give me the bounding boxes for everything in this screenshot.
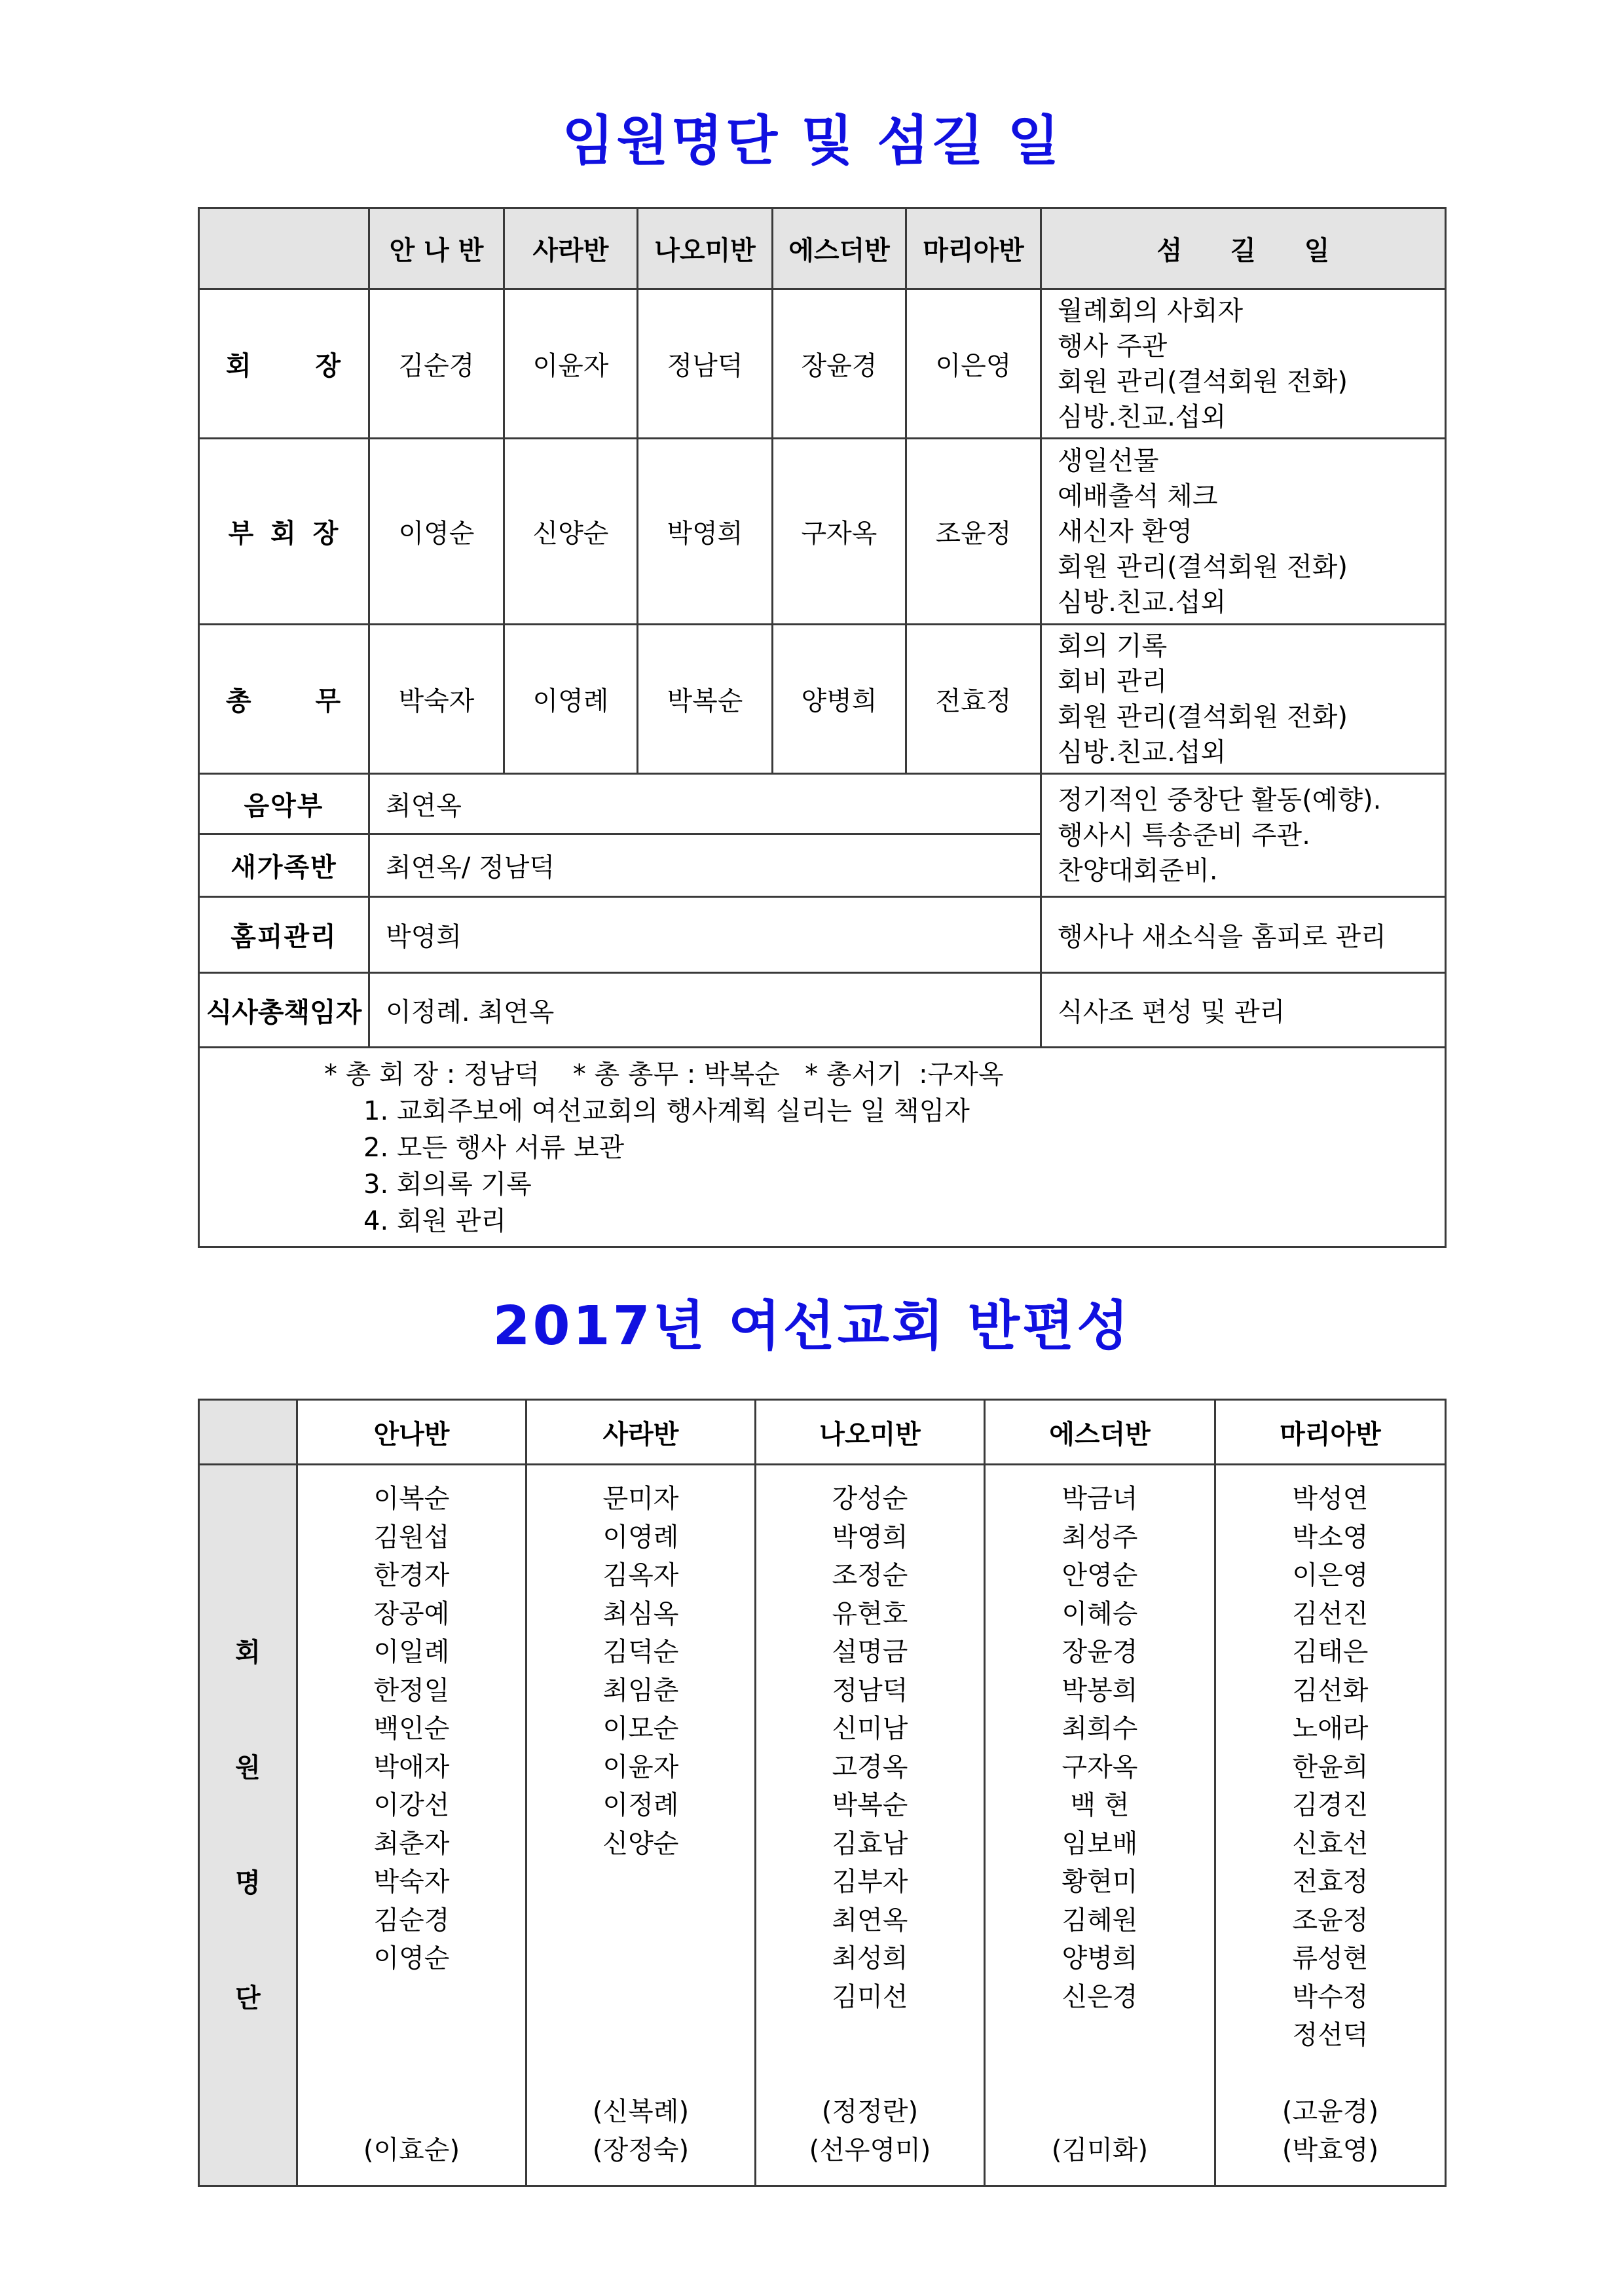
header-naomi: 나오미반 xyxy=(638,208,773,289)
role-secretary: 총 무 xyxy=(199,625,369,774)
officer-name: 이윤자 xyxy=(504,289,638,439)
spacer xyxy=(986,2055,1214,2093)
new-family-name: 최연옥/ 정남덕 xyxy=(369,834,1041,897)
member-name: 박애자 xyxy=(373,1752,450,1782)
spacer xyxy=(527,2055,754,2093)
officer-name: 이영순 xyxy=(369,439,504,625)
member-name: 박영희 xyxy=(832,1522,908,1552)
duty-line: 회비 관리 xyxy=(1058,666,1168,697)
empty-slot xyxy=(527,2016,754,2055)
member-name: 조윤정 xyxy=(1292,1905,1369,1936)
member-name: 강성순 xyxy=(832,1484,908,1514)
member-name: 설명금 xyxy=(832,1637,908,1667)
note-item: 2. 모든 행사 서류 보관 xyxy=(363,1133,625,1163)
class-column-esther xyxy=(985,1465,1215,2186)
member-name: 한경자 xyxy=(373,1560,450,1590)
duty-line: 회원 관리(결석회원 전화) xyxy=(1058,701,1348,732)
empty-slot xyxy=(756,2016,984,2055)
empty-slot xyxy=(298,2093,525,2131)
music-name: 최연옥 xyxy=(369,774,1041,834)
music-duties xyxy=(1041,774,1446,897)
former-member-name: (박효영) xyxy=(1282,2135,1379,2165)
empty-slot xyxy=(986,2093,1214,2131)
duty-line: 심방.친교.섭외 xyxy=(1058,737,1227,767)
member-name: 최성희 xyxy=(832,1943,908,1974)
classes-header-blank xyxy=(199,1400,297,1465)
general-officers-notes xyxy=(199,1048,1446,1247)
general-officers-summary: * 총 회 장 : 정남덕 * 총 총무 : 박복순 * 총서기 :구자옥 xyxy=(324,1059,1004,1090)
president-duties xyxy=(1041,289,1446,439)
member-name: 류성현 xyxy=(1292,1943,1369,1974)
spacer xyxy=(298,2055,525,2093)
member-name: 박수정 xyxy=(1292,1981,1369,2012)
officer-name: 조윤정 xyxy=(906,439,1041,625)
member-name: 임보배 xyxy=(1061,1828,1138,1859)
member-name: 정남덕 xyxy=(832,1675,908,1706)
member-name: 최임춘 xyxy=(602,1675,679,1706)
role-meals: 식사총책임자 xyxy=(199,973,369,1048)
classes-title: 2017년 여선교회 반편성 xyxy=(492,1295,1132,1357)
member-name: 이모순 xyxy=(602,1714,679,1744)
spacer xyxy=(1216,2055,1445,2093)
duty-line: 찬양대회준비. xyxy=(1058,855,1218,886)
side-label-char: 회 xyxy=(235,1637,261,1668)
header-sara: 사라반 xyxy=(504,208,638,289)
member-name: 백 현 xyxy=(1070,1790,1130,1820)
member-name: 고경옥 xyxy=(832,1752,908,1782)
duty-line: 회원 관리(결석회원 전화) xyxy=(1058,551,1348,582)
class-column-naomi xyxy=(756,1465,985,2186)
duty-line: 회원 관리(결석회원 전화) xyxy=(1058,366,1348,397)
duty-line: 정기적인 중창단 활동(예향). xyxy=(1058,784,1382,815)
member-name: 김경진 xyxy=(1292,1790,1369,1820)
empty-slot xyxy=(527,1863,754,1901)
member-name: 장공예 xyxy=(373,1598,450,1629)
member-name: 신효선 xyxy=(1292,1828,1369,1859)
officers-title: 임원명단 및 섬길 일 xyxy=(562,110,1062,172)
member-name: 유현호 xyxy=(832,1598,908,1629)
role-vice-president: 부 회 장 xyxy=(199,439,369,625)
former-member-name: (고윤경) xyxy=(1282,2097,1379,2127)
member-name: 백인순 xyxy=(373,1714,450,1744)
officer-name: 박숙자 xyxy=(369,625,504,774)
side-label-char: 원 xyxy=(235,1752,261,1783)
vice-president-duties xyxy=(1041,439,1446,625)
homepage-duty: 행사나 새소식을 홈피로 관리 xyxy=(1041,897,1446,973)
member-name: 김덕순 xyxy=(602,1637,679,1667)
officers-table xyxy=(198,207,1447,1248)
member-name: 이강선 xyxy=(373,1790,450,1820)
class-column-anna xyxy=(297,1465,526,2186)
duty-line: 새신자 환영 xyxy=(1058,516,1192,547)
former-member-name: (장정숙) xyxy=(592,2135,690,2165)
member-name: 이윤자 xyxy=(602,1752,679,1782)
member-name: 최희수 xyxy=(1061,1714,1138,1744)
member-name: 김옥자 xyxy=(602,1560,679,1590)
role-president: 회 장 xyxy=(199,289,369,439)
header-esther: 에스더반 xyxy=(773,208,906,289)
class-column-maria xyxy=(1215,1465,1446,2186)
member-name: 정선덕 xyxy=(1292,2020,1369,2050)
duty-line: 생일선물 xyxy=(1058,445,1159,476)
member-name: 안영순 xyxy=(1061,1560,1138,1590)
member-name: 김태은 xyxy=(1292,1637,1369,1667)
duty-line: 예배출석 체크 xyxy=(1058,481,1218,511)
member-name: 이영순 xyxy=(373,1943,450,1974)
former-member-name: (신복례) xyxy=(592,2097,690,2127)
member-name: 최춘자 xyxy=(373,1828,450,1859)
class-header-anna: 안나반 xyxy=(297,1400,526,1465)
member-name: 김원섭 xyxy=(373,1522,450,1552)
member-name: 박금녀 xyxy=(1061,1484,1138,1514)
officer-name: 장윤경 xyxy=(773,289,906,439)
secretary-duties xyxy=(1041,625,1446,774)
member-name: 이일례 xyxy=(373,1637,450,1667)
header-maria: 마리아반 xyxy=(906,208,1041,289)
member-name: 노애라 xyxy=(1292,1714,1369,1744)
member-name: 신미남 xyxy=(832,1714,908,1744)
officer-name: 정남덕 xyxy=(638,289,773,439)
member-name: 김선화 xyxy=(1292,1675,1369,1706)
former-member-name: (김미화) xyxy=(1051,2135,1149,2165)
empty-slot xyxy=(527,1939,754,1978)
spacer xyxy=(756,2055,984,2093)
role-new-family: 새가족반 xyxy=(199,834,369,897)
officer-name: 박복순 xyxy=(638,625,773,774)
member-name: 양병희 xyxy=(1061,1943,1138,1974)
member-name: 최심옥 xyxy=(602,1598,679,1629)
member-name: 최연옥 xyxy=(832,1905,908,1936)
class-header-sara: 사라반 xyxy=(526,1400,756,1465)
empty-slot xyxy=(298,2016,525,2055)
class-header-esther: 에스더반 xyxy=(985,1400,1215,1465)
note-item: 3. 회의록 기록 xyxy=(363,1169,532,1200)
member-name: 이혜승 xyxy=(1061,1598,1138,1629)
header-blank xyxy=(199,208,369,289)
member-name: 장윤경 xyxy=(1061,1637,1138,1667)
former-member-name: (이효순) xyxy=(363,2135,460,2165)
side-label-char: 단 xyxy=(235,1983,261,2013)
member-name: 김혜원 xyxy=(1061,1905,1138,1936)
member-name: 김부자 xyxy=(832,1867,908,1897)
former-member-name: (선우영미) xyxy=(809,2135,931,2165)
member-name: 한정일 xyxy=(373,1675,450,1706)
member-name: 황현미 xyxy=(1061,1867,1138,1897)
header-anna: 안 나 반 xyxy=(369,208,504,289)
empty-slot xyxy=(986,2016,1214,2055)
note-item: 4. 회원 관리 xyxy=(363,1206,507,1236)
officer-name: 이영례 xyxy=(504,625,638,774)
duty-line: 심방.친교.섭외 xyxy=(1058,401,1227,432)
member-name: 박봉희 xyxy=(1061,1675,1138,1706)
duty-line: 회의 기록 xyxy=(1058,631,1168,661)
duty-line: 행사 주관 xyxy=(1058,331,1168,361)
meals-name: 이정례. 최연옥 xyxy=(369,973,1041,1048)
member-name: 김미선 xyxy=(832,1981,908,2012)
member-name: 최성주 xyxy=(1061,1522,1138,1552)
officer-name: 신양순 xyxy=(504,439,638,625)
officer-name: 박영희 xyxy=(638,439,773,625)
note-item: 1. 교회주보에 여선교회의 행사계획 실리는 일 책임자 xyxy=(363,1096,970,1126)
empty-slot xyxy=(298,1978,525,2017)
officer-name: 전효정 xyxy=(906,625,1041,774)
member-name: 이복순 xyxy=(373,1484,450,1514)
member-name: 박성연 xyxy=(1292,1484,1369,1514)
member-name: 박복순 xyxy=(832,1790,908,1820)
classes-table xyxy=(198,1399,1447,2187)
member-name: 김효남 xyxy=(832,1828,908,1859)
member-name: 김순경 xyxy=(373,1905,450,1936)
member-list-label xyxy=(199,1465,297,2186)
duty-line: 월례회의 사회자 xyxy=(1058,295,1244,326)
role-music: 음악부 xyxy=(199,774,369,834)
member-name: 박숙자 xyxy=(373,1867,450,1897)
officer-name: 이은영 xyxy=(906,289,1041,439)
role-homepage: 홈피관리 xyxy=(199,897,369,973)
former-member-name: (정정란) xyxy=(821,2097,919,2127)
empty-slot xyxy=(527,1901,754,1940)
member-name: 구자옥 xyxy=(1061,1752,1138,1782)
side-label-char: 명 xyxy=(235,1867,261,1898)
member-name: 이은영 xyxy=(1292,1560,1369,1590)
member-name: 조정순 xyxy=(832,1560,908,1590)
officer-name: 구자옥 xyxy=(773,439,906,625)
class-header-maria: 마리아반 xyxy=(1215,1400,1446,1465)
member-name: 이영례 xyxy=(602,1522,679,1552)
member-name: 한윤희 xyxy=(1292,1752,1369,1782)
empty-slot xyxy=(527,1978,754,2017)
member-name: 문미자 xyxy=(602,1484,679,1514)
meals-duty: 식사조 편성 및 관리 xyxy=(1041,973,1446,1048)
member-name: 신양순 xyxy=(602,1828,679,1859)
member-name: 박소영 xyxy=(1292,1522,1369,1552)
member-name: 김선진 xyxy=(1292,1598,1369,1629)
duty-line: 심방.친교.섭외 xyxy=(1058,587,1227,617)
member-name: 신은경 xyxy=(1061,1981,1138,2012)
homepage-name: 박영희 xyxy=(369,897,1041,973)
duty-line: 행사시 특송준비 주관. xyxy=(1058,820,1310,851)
member-name: 전효정 xyxy=(1292,1867,1369,1897)
officer-name: 김순경 xyxy=(369,289,504,439)
class-column-sara xyxy=(526,1465,756,2186)
header-duties: 섬 길 일 xyxy=(1041,208,1446,289)
member-name: 이정례 xyxy=(602,1790,679,1820)
officer-name: 양병희 xyxy=(773,625,906,774)
class-header-naomi: 나오미반 xyxy=(756,1400,985,1465)
